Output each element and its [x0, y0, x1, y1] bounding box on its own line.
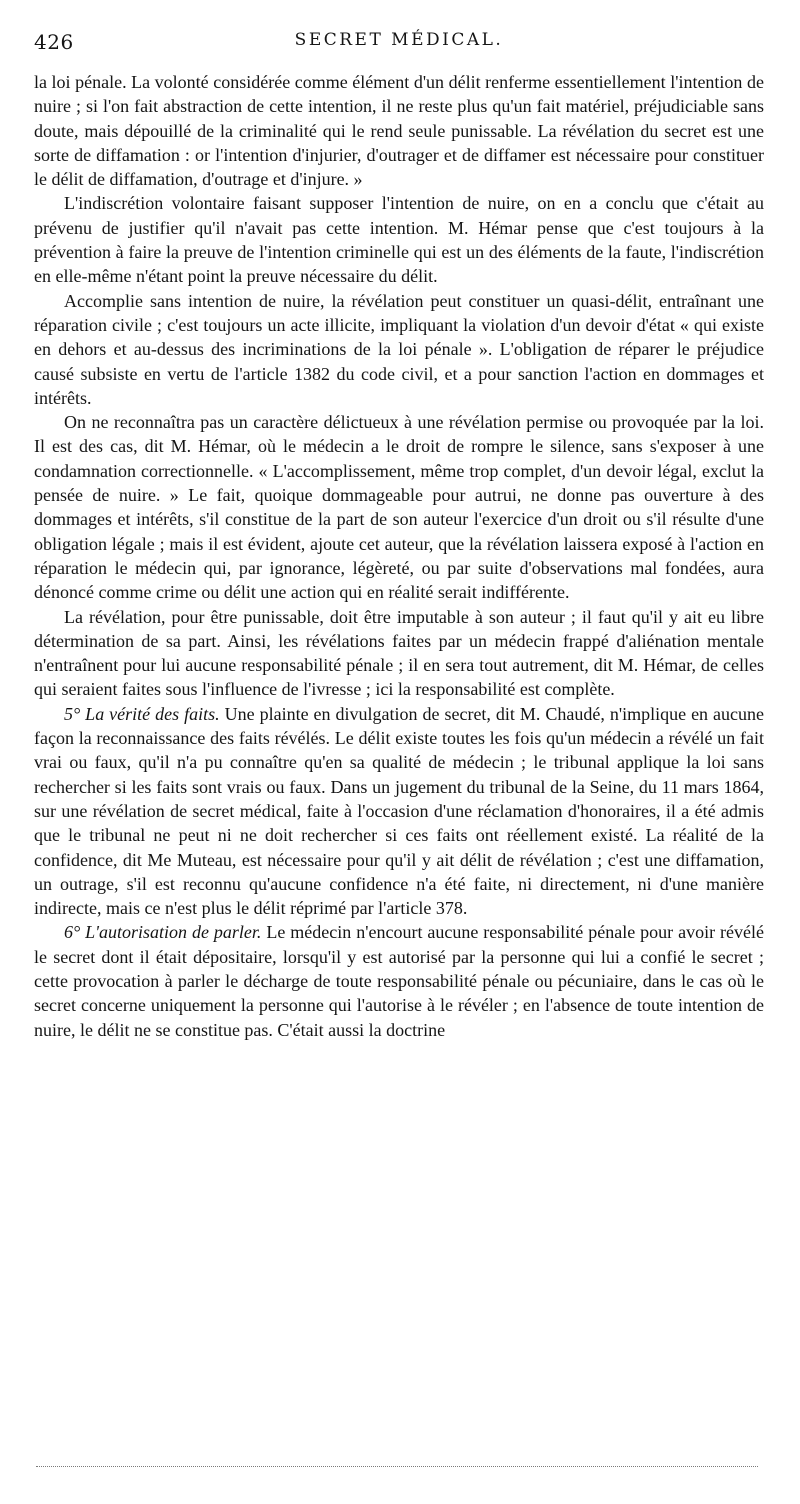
paragraph-text: On ne reconnaîtra pas un caractère délictueux à une révélation permise ou provoquée par la loi. Il est des cas, dit M. Hémar, où le médecin a le droit de rompre le silence, sans s'exposer à une condamnation correctionnelle. « L'accomplissement, même trop complet, d'un devoir légal, exclut la pensée de nuire. » Le fait, quoique dommageable pour autrui, ne donne pas ouverture à des dommages et intérêts, s'il constitue de la part de son auteur l'exercice d'un droit ou s'il résulte d'une obligation légale ; mais il est évident, ajoute cet auteur, que la révélation laissera exposé à l'action en réparation le médecin qui, par ignorance, légèreté, ou par suite d'observations mal fondées, aura dénoncé comme crime ou délit une action qui en réalité serait indifférente.	[34, 412, 764, 603]
paragraph-text: Une plainte en divulgation de secret, dit M. Chaudé, n'implique en aucune façon la reconnaissance des faits révélés. Le délit existe toutes les fois qu'un médecin a révélé un fait vrai ou faux, qu'il n'a pu connaître qu'en sa qualité de médecin ; le tribunal applique la loi sans rechercher si les faits sont vrais ou faux. Dans un jugement du tribunal de la Seine, du 11 mars 1864, sur une révélation de secret médical, faite à l'occasion d'une réclamation d'honoraires, il a été admis que le tribunal ne peut ni ne doit rechercher si ces faits ont réellement existé. La réalité de la confidence, dit Me Muteau, est nécessaire pour qu'il y ait délit de révélation ; c'est une diffamation, un outrage, s'il est reconnu qu'aucune confidence n'a été faite, ni directement, ni d'une manière indirecte, mais ce n'est plus le délit réprimé par l'article 378.	[34, 703, 765, 919]
paragraph-4	[34, 410, 764, 604]
book-page	[34, 30, 764, 1042]
body-text	[34, 70, 764, 1042]
paragraph-7	[34, 920, 764, 1041]
paragraph-text: la loi pénale. La volonté considérée comme élément d'un délit renferme essentiellement l'intention de nuire ; si l'on fait abstraction de cette intention, il ne reste plus qu'un fait matériel, préjudiciable sans doute, mais dépouillé de la criminalité qui le rend seule punissable. La révélation du secret est une sorte de diffamation : or l'intention d'injurier, d'outrager et de diffamer est nécessaire pour constituer le délit de diffamation, d'outrage et d'injure. »	[34, 72, 764, 190]
paragraph-5	[34, 605, 764, 702]
section-heading-verite: 5° La vérité des faits.	[64, 703, 220, 724]
section-heading-autorisation: 6° L'autorisation de parler.	[64, 922, 262, 943]
bottom-bleed-line	[36, 1466, 758, 1467]
paragraph-text: Le médecin n'encourt aucune responsabilité pénale pour avoir révélé le secret dont il était dépositaire, lorsqu'il y est autorisé par la personne qui lui a confié le secret ; cette provocation à parler le décharge de toute responsabilité pénale ou pécuniaire, dans le cas où le secret concerne uniquement la personne qui l'autorise à le révéler ; en l'absence de toute intention de nuire, le délit ne se constitue pas. C'était aussi la doctrine	[34, 922, 764, 1040]
paragraph-2	[34, 191, 764, 288]
page-number: 426	[34, 30, 74, 54]
paragraph-text: Accomplie sans intention de nuire, la révélation peut constituer un quasi-délit, entraînant une réparation civile ; c'est toujours un acte illicite, impliquant la violation d'un devoir d'état « qui existe en dehors et au-dessus des incriminations de la loi pénale ». L'obligation de réparer le préjudice causé subsiste en vertu de l'article 1382 du code civil, et a pour sanction l'action en dommages et intérêts.	[34, 290, 764, 408]
paragraph-3	[34, 289, 764, 410]
page-header	[34, 30, 764, 60]
paragraph-6	[34, 702, 764, 921]
paragraph-1	[34, 70, 764, 191]
paragraph-text: L'indiscrétion volontaire faisant supposer l'intention de nuire, on en a conclu que c'était au prévenu de justifier qu'il n'avait pas cette intention. M. Hémar pense que c'est toujours à la prévention à faire la preuve de l'intention criminelle qui est un des éléments de la faute, l'indiscrétion en elle-même n'étant point la preuve nécessaire du délit.	[34, 193, 764, 287]
paragraph-text: La révélation, pour être punissable, doit être imputable à son auteur ; il faut qu'il y ait eu libre détermination de sa part. Ainsi, les révélations faites par un médecin frappé d'aliénation mentale n'entraînent pour lui aucune responsabilité pénale ; il en sera tout autrement, dit M. Hémar, de celles qui seraient faites sous l'influence de l'ivresse ; ici la responsabilité est complète.	[34, 606, 764, 700]
running-title: SECRET MÉDICAL.	[294, 30, 504, 50]
